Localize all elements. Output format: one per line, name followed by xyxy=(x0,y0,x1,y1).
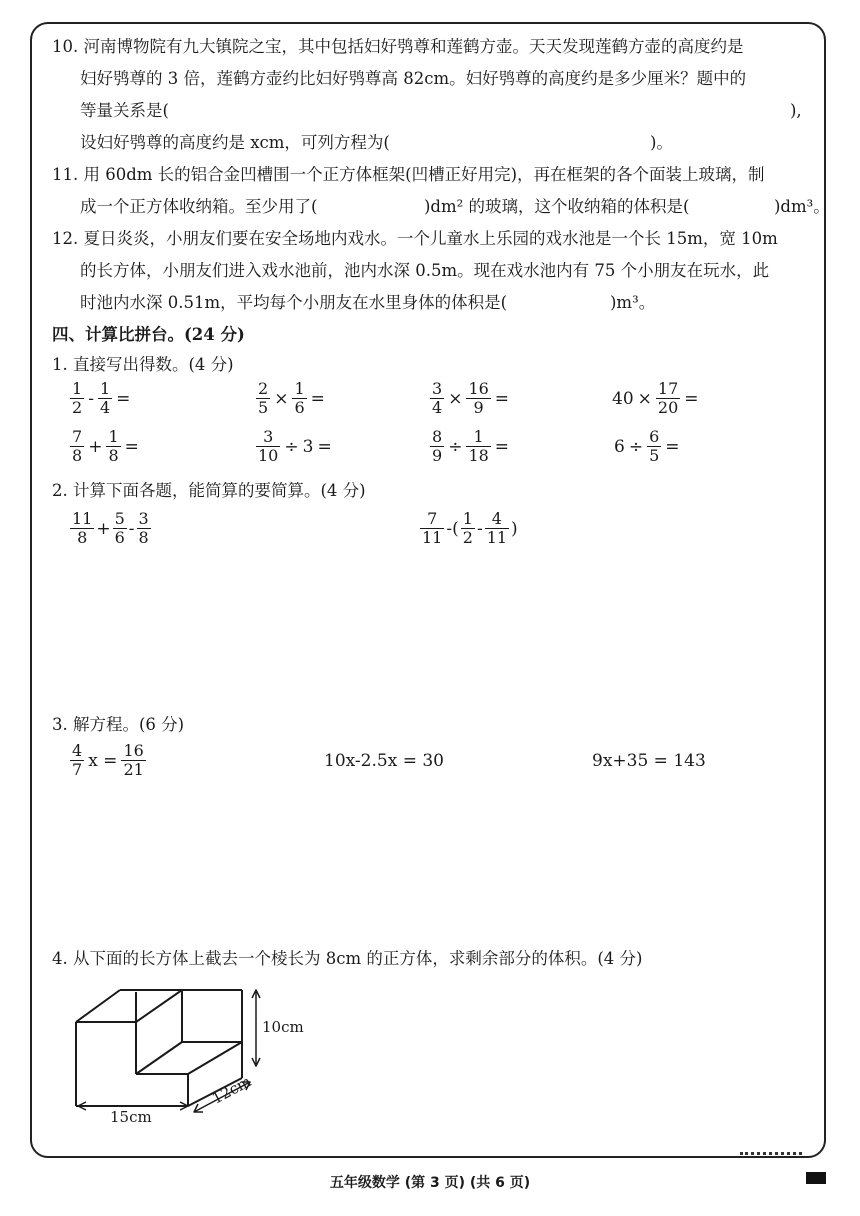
p1-title: 1. 直接写出得数。(4 分) xyxy=(52,355,234,374)
corner-mark xyxy=(806,1172,826,1184)
q10-line4: 设妇好鸮尊的高度约是 xcm，可列方程为( xyxy=(80,133,390,152)
section-heading: 四、计算比拼台。(24 分) xyxy=(52,325,245,344)
q10-line3-end: ), xyxy=(790,101,802,120)
q11-line2b: )dm² 的玻璃，这个收纳箱的体积是( xyxy=(424,197,690,216)
page-footer: 五年级数学 (第 3 页) (共 6 页) xyxy=(329,1175,531,1191)
dotted-mark xyxy=(740,1152,802,1155)
cuboid-figure xyxy=(66,982,316,1132)
p1-expr-5: $\frac{7}{8}$ + $\frac{1}{8}$ = xyxy=(72,427,139,465)
dim-width-label: 12cm xyxy=(208,1072,255,1108)
q12-line2: 的长方体，小朋友们进入戏水池前，池内水深 0.5m。现在戏水池内有 75 个小朋友在玩水，此 xyxy=(80,261,770,280)
p2-expr-2: $\frac{7}{11}$ -( $\frac{1}{2}$ - $\frac{4}{11}$ ) xyxy=(422,509,518,547)
q12-line3a: 时池内水深 0.51m，平均每个小朋友在水里身体的体积是( xyxy=(80,293,508,312)
p1-expr-6: $\frac{3}{10}$ ÷ 3 = xyxy=(258,427,332,465)
dim-length-label: 15cm xyxy=(110,1108,152,1126)
q11-line2c: )dm³。 xyxy=(774,197,830,216)
q11-line2a: 成一个正方体收纳箱。至少用了( xyxy=(80,197,318,216)
p1-expr-1: $\frac{1}{2}$ - $\frac{1}{4}$ = xyxy=(72,379,131,417)
q12-line1: 12. 夏日炎炎，小朋友们要在安全场地内戏水。一个儿童水上乐园的戏水池是一个长 15m，宽 10m xyxy=(52,229,778,248)
q10-line4-end: )。 xyxy=(650,133,673,152)
q10-line2: 妇好鸮尊的 3 倍，莲鹤方壶约比妇好鸮尊高 82cm。妇好鸮尊的高度约是多少厘米？题中的 xyxy=(80,69,747,88)
q10-line3: 等量关系是( xyxy=(80,101,169,120)
p1-expr-7: $\frac{8}{9}$ ÷ $\frac{1}{18}$ = xyxy=(432,427,510,465)
p1-expr-4: 40 × $\frac{17}{20}$ = xyxy=(612,379,699,417)
p3-title: 3. 解方程。(6 分) xyxy=(52,715,185,734)
p1-expr-2: $\frac{2}{5}$ × $\frac{1}{6}$ = xyxy=(258,379,325,417)
q10-line1: 10. 河南博物院有九大镇院之宝，其中包括妇好鸮尊和莲鹤方壶。天天发现莲鹤方壶的高度约是 xyxy=(52,37,744,56)
p3-eq-1: $\frac{4}{7}$ x = $\frac{16}{21}$ xyxy=(72,741,144,779)
p1-expr-8: 6 ÷ $\frac{6}{5}$ = xyxy=(614,427,680,465)
p2-title: 2. 计算下面各题，能简算的要简算。(4 分) xyxy=(52,481,366,500)
p1-expr-3: $\frac{3}{4}$ × $\frac{16}{9}$ = xyxy=(432,379,510,417)
p3-eq-3: 9x+35 = 143 xyxy=(592,751,706,771)
q11-line1: 11. 用 60dm 长的铝合金凹槽围一个正方体框架(凹槽正好用完)，再在框架的各个面装上玻璃，制 xyxy=(52,165,765,184)
dim-height-label: 10cm xyxy=(262,1018,304,1036)
q12-line3b: )m³。 xyxy=(610,293,656,312)
p2-expr-1: $\frac{11}{8}$ + $\frac{5}{6}$ - $\frac{3}{8}$ xyxy=(72,509,149,547)
p4-title: 4. 从下面的长方体上截去一个棱长为 8cm 的正方体，求剩余部分的体积。(4 分) xyxy=(52,949,643,968)
p3-eq-2: 10x-2.5x = 30 xyxy=(324,751,444,771)
